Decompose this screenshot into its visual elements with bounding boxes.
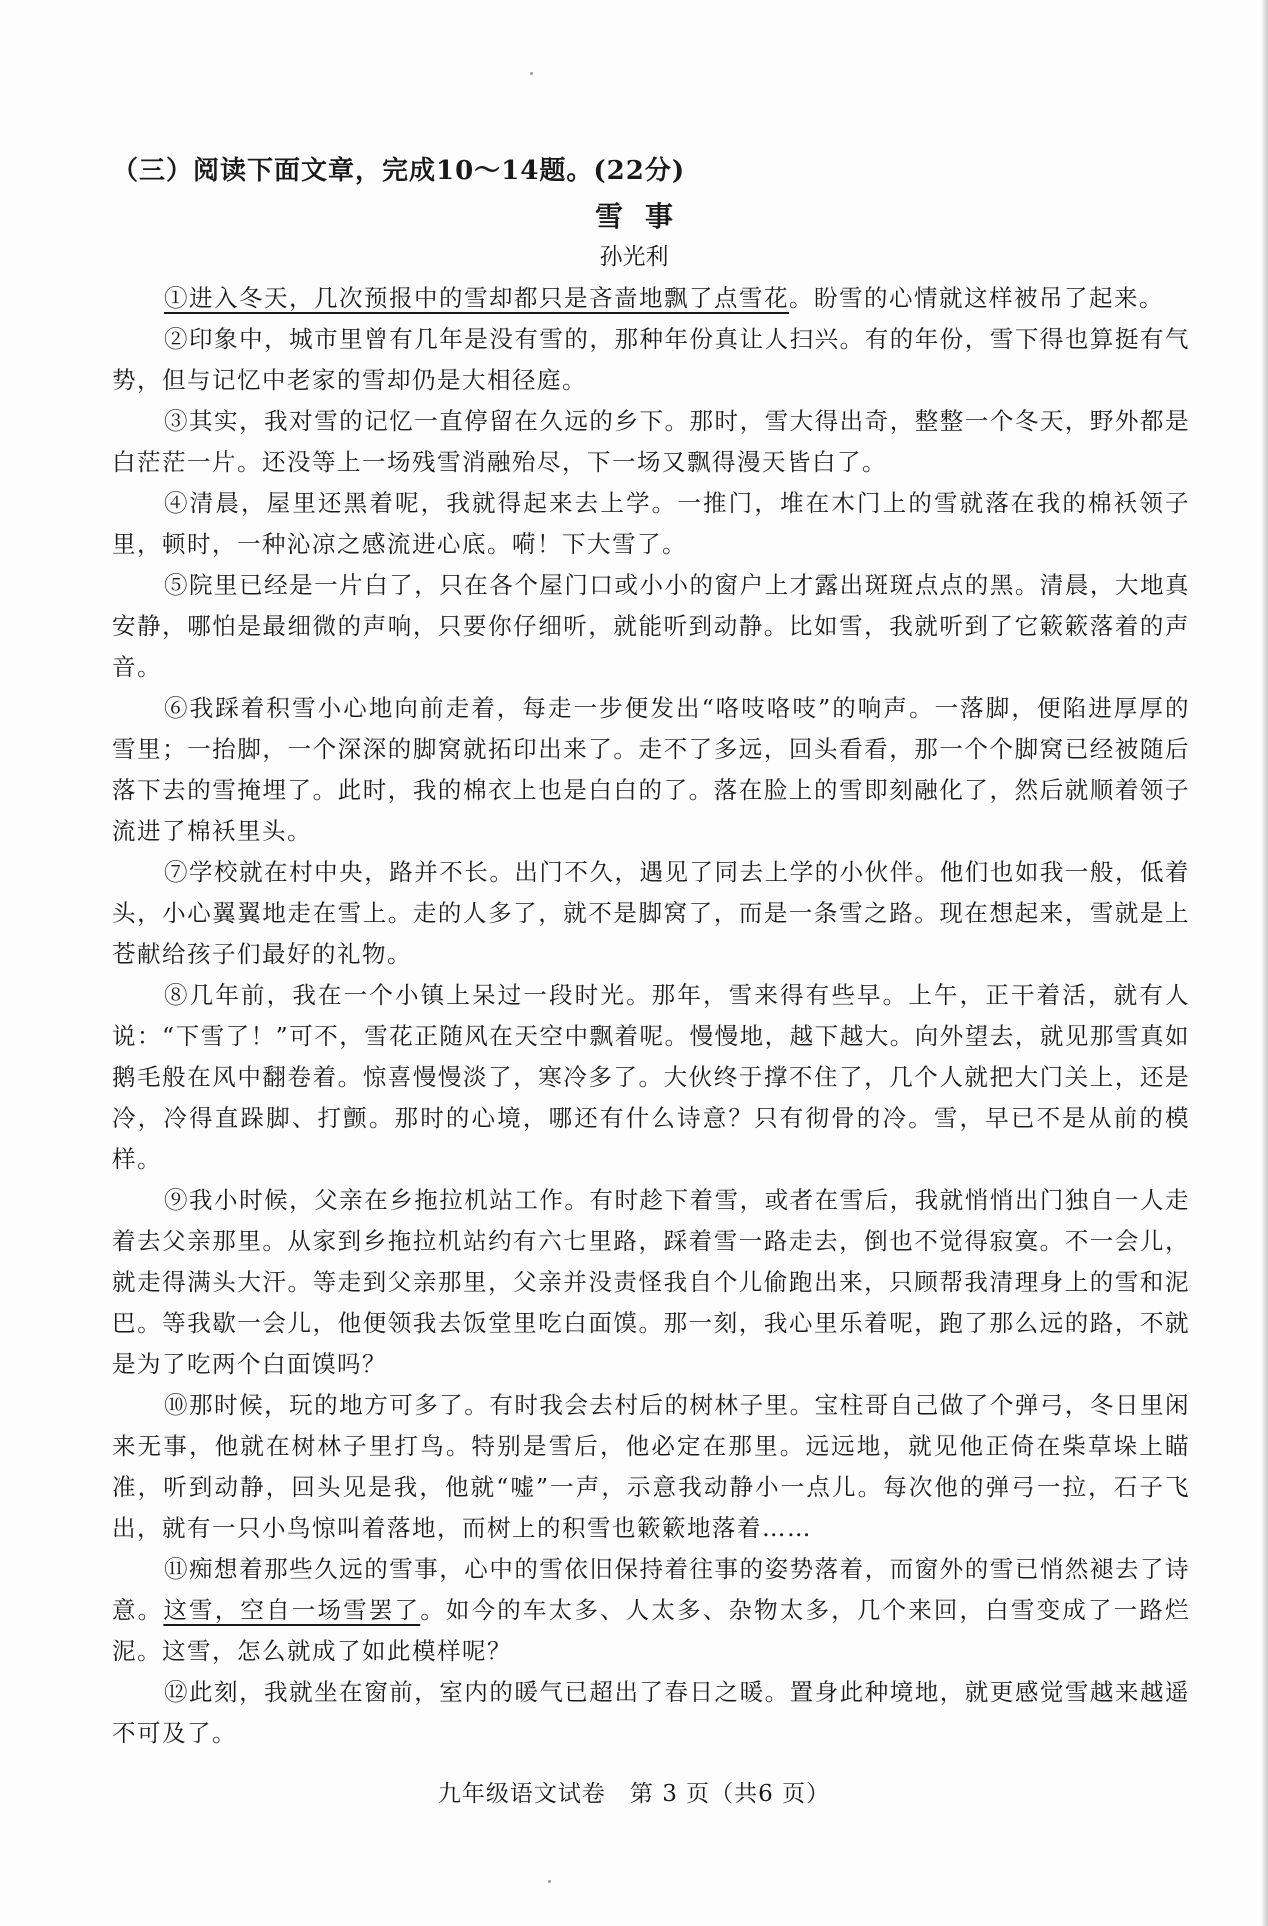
section-header: （三）阅读下面文章，完成10～14题。(22分) xyxy=(112,156,686,186)
paragraph-3: ③其实，我对雪的记忆一直停留在久远的乡下。那时，雪大得出奇，整整一个冬天，野外都是白茫茫一片。还没等上一场残雪消融殆尽，下一场又飘得漫天皆白了。 xyxy=(112,407,1190,476)
paragraph-12: ⑫此刻，我就坐在窗前，室内的暖气已超出了春日之暖。置身此种境地，就更感觉雪越来越遥不可及了。 xyxy=(112,1678,1190,1747)
paragraph-5: ⑤院里已经是一片白了，只在各个屋门口或小小的窗户上才露出斑斑点点的黑。清晨，大地真安静，哪怕是最细微的声响，只要你仔细听，就能听到动静。比如雪，我就听到了它簌簌落着的声音。 xyxy=(112,571,1190,681)
paragraph-9: ⑨我小时候，父亲在乡拖拉机站工作。有时趁下着雪，或者在雪后，我就悄悄出门独自一人走着去父亲那里。从家到乡拖拉机站约有六七里路，踩着雪一路走去，倒也不觉得寂寞。不一会儿，就走得满头大汗。等走到父亲那里，父亲并没责怪我自个儿偷跑出来，只顾帮我清理身上的雪和泥巴。等我歇一会儿，他便领我去饭堂里吃白面馍。那一刻，我心里乐着呢，跑了那么远的路，不就是为了吃两个白面馍吗？ xyxy=(112,1186,1190,1378)
underlined-sentence: 这雪，空自一场雪罢了 xyxy=(163,1596,421,1624)
scan-speck xyxy=(548,1880,551,1883)
article-body xyxy=(112,278,1190,1754)
page-footer: 九年级语文试卷 第 3 页（共6 页） xyxy=(437,1781,831,1807)
paragraph-1 xyxy=(112,278,1190,319)
scan-speck xyxy=(530,72,533,75)
paragraph-text: 。盼雪的心情就这样被吊了起来。 xyxy=(789,284,1164,312)
paragraph-text: 。如今的车太多、人太多、杂物太多，几个来回，白雪变成了一路烂泥。这雪，怎么就成了如此模样呢？ xyxy=(112,1596,1191,1665)
paragraph-7: ⑦学校就在村中央，路并不长。出门不久，遇见了同去上学的小伙伴。他们也如我一般，低着头，小心翼翼地走在雪上。走的人多了，就不是脚窝了，而是一条雪之路。现在想起来，雪就是上苍献给孩子们最好的礼物。 xyxy=(112,858,1190,968)
paragraph-6: ⑥我踩着积雪小心地向前走着，每走一步便发出“咯吱咯吱”的响声。一落脚，便陷进厚厚的雪里；一抬脚，一个深深的脚窝就拓印出来了。走不了多远，回头看看，那一个个脚窝已经被随后落下去的雪掩埋了。此时，我的棉衣上也是白白的了。落在脸上的雪即刻融化了，然后就顺着领子流进了棉袄里头。 xyxy=(112,694,1190,845)
paragraph-text: ⑪痴想着那些久远的雪事，心中的雪依旧保持着往事的姿势落着，而窗外的雪已悄然褪去了诗意。 xyxy=(112,1555,1190,1624)
article-author: 孙光利 xyxy=(599,244,669,270)
scan-edge-shadow xyxy=(1262,0,1268,1926)
paragraph-10: ⑩那时候，玩的地方可多了。有时我会去村后的树林子里。宝柱哥自己做了个弹弓，冬日里闲来无事，他就在树林子里打鸟。特别是雪后，他必定在那里。远远地，就见他正倚在柴草垛上瞄准，听到动静，回头见是我，他就“嘘”一声，示意我动静小一点儿。每次他的弹弓一拉，石子飞出，就有一只小鸟惊叫着落地，而树上的积雪也簌簌地落着…… xyxy=(112,1391,1190,1542)
paragraph-4: ④清晨，屋里还黑着呢，我就得起来去上学。一推门，堆在木门上的雪就落在我的棉袄领子里，顿时，一种沁凉之感流进心底。嗬！下大雪了。 xyxy=(112,489,1190,558)
paragraph-11 xyxy=(112,1549,1190,1672)
underlined-sentence: ①进入冬天，几次预报中的雪却都只是吝啬地飘了点雪花 xyxy=(164,284,789,312)
paragraph-2: ②印象中，城市里曾有几年是没有雪的，那种年份真让人扫兴。有的年份，雪下得也算挺有气势，但与记忆中老家的雪却仍是大相径庭。 xyxy=(112,325,1190,394)
article-title: 雪事 xyxy=(594,200,695,233)
paragraph-8: ⑧几年前，我在一个小镇上呆过一段时光。那年，雪来得有些早。上午，正干着活，就有人说：“下雪了！”可不，雪花正随风在天空中飘着呢。慢慢地，越下越大。向外望去，就见那雪真如鹅毛般在风中翻卷着。惊喜慢慢淡了，寒冷多了。大伙终于撑不住了，几个人就把大门关上，还是冷，冷得直跺脚、打颤。那时的心境，哪还有什么诗意？只有彻骨的冷。雪，早已不是从前的模样。 xyxy=(112,981,1190,1173)
